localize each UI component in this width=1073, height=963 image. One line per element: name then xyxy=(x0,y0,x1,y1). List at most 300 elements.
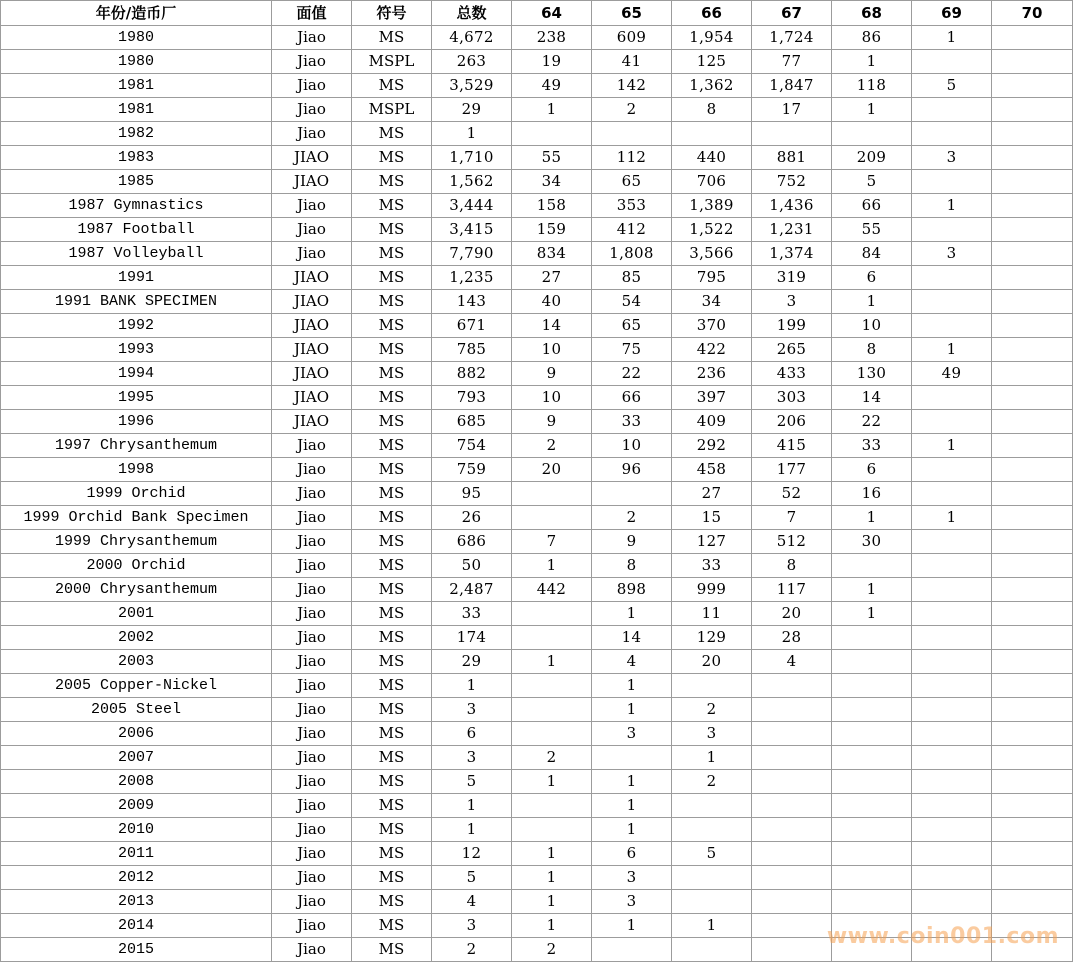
table-cell: 238 xyxy=(512,26,592,50)
table-cell: 1982 xyxy=(1,122,272,146)
table-cell: 3 xyxy=(912,242,992,266)
table-cell: 26 xyxy=(432,506,512,530)
table-cell: 1 xyxy=(592,698,672,722)
table-cell: 65 xyxy=(592,170,672,194)
table-cell: 22 xyxy=(592,362,672,386)
table-cell: 130 xyxy=(832,362,912,386)
table-cell xyxy=(752,890,832,914)
table-cell xyxy=(992,530,1073,554)
table-cell xyxy=(832,746,912,770)
table-cell: 4 xyxy=(752,650,832,674)
table-cell xyxy=(752,722,832,746)
table-cell: 86 xyxy=(832,26,912,50)
table-cell: 1,954 xyxy=(672,26,752,50)
table-cell: 158 xyxy=(512,194,592,218)
table-cell xyxy=(912,866,992,890)
table-cell: 6 xyxy=(432,722,512,746)
table-cell xyxy=(992,218,1073,242)
table-cell xyxy=(752,914,832,938)
table-cell: 1,235 xyxy=(432,266,512,290)
table-cell: 129 xyxy=(672,626,752,650)
table-cell xyxy=(992,770,1073,794)
table-cell: 1 xyxy=(512,842,592,866)
table-cell: 1 xyxy=(912,434,992,458)
table-cell: 440 xyxy=(672,146,752,170)
table-cell: 754 xyxy=(432,434,512,458)
table-cell xyxy=(912,530,992,554)
table-cell: 2 xyxy=(512,434,592,458)
table-cell: 1 xyxy=(832,578,912,602)
table-row xyxy=(1,170,1073,194)
table-cell: 1 xyxy=(432,122,512,146)
table-cell: 2001 xyxy=(1,602,272,626)
table-cell xyxy=(992,194,1073,218)
table-row xyxy=(1,746,1073,770)
table-cell: MS xyxy=(352,410,432,434)
table-cell: 1999 Orchid xyxy=(1,482,272,506)
table-cell: Jiao xyxy=(272,890,352,914)
table-cell xyxy=(912,122,992,146)
table-cell: 2,487 xyxy=(432,578,512,602)
table-cell: 8 xyxy=(832,338,912,362)
table-cell xyxy=(992,170,1073,194)
table-cell xyxy=(912,914,992,938)
table-cell xyxy=(832,914,912,938)
table-cell: JIAO xyxy=(272,386,352,410)
table-cell: 671 xyxy=(432,314,512,338)
table-cell xyxy=(512,482,592,506)
column-header: 符号 xyxy=(352,1,432,26)
table-cell: 1,847 xyxy=(752,74,832,98)
table-cell xyxy=(512,722,592,746)
table-cell: 20 xyxy=(512,458,592,482)
table-cell xyxy=(992,506,1073,530)
table-cell xyxy=(672,674,752,698)
table-row xyxy=(1,314,1073,338)
table-cell: 1 xyxy=(512,890,592,914)
table-cell xyxy=(992,386,1073,410)
table-row xyxy=(1,458,1073,482)
table-row xyxy=(1,770,1073,794)
table-cell xyxy=(832,626,912,650)
table-row xyxy=(1,218,1073,242)
table-cell xyxy=(992,50,1073,74)
table-cell: 77 xyxy=(752,50,832,74)
table-cell: MS xyxy=(352,818,432,842)
table-cell: 4 xyxy=(432,890,512,914)
table-cell: 1999 Chrysanthemum xyxy=(1,530,272,554)
table-cell: MS xyxy=(352,626,432,650)
table-cell xyxy=(512,818,592,842)
table-cell xyxy=(912,482,992,506)
table-cell: 14 xyxy=(512,314,592,338)
table-cell: JIAO xyxy=(272,410,352,434)
table-cell: 49 xyxy=(512,74,592,98)
table-row xyxy=(1,242,1073,266)
table-cell: 33 xyxy=(672,554,752,578)
table-cell: Jiao xyxy=(272,98,352,122)
table-cell xyxy=(912,770,992,794)
table-row xyxy=(1,338,1073,362)
table-cell xyxy=(992,650,1073,674)
table-cell: 2005 Copper-Nickel xyxy=(1,674,272,698)
table-cell: 2007 xyxy=(1,746,272,770)
table-cell: 882 xyxy=(432,362,512,386)
table-cell: 1 xyxy=(512,770,592,794)
table-cell: Jiao xyxy=(272,458,352,482)
table-cell: 2012 xyxy=(1,866,272,890)
table-cell: 15 xyxy=(672,506,752,530)
table-cell xyxy=(512,602,592,626)
table-cell: 34 xyxy=(512,170,592,194)
table-cell xyxy=(832,938,912,962)
table-cell: 397 xyxy=(672,386,752,410)
table-cell xyxy=(912,50,992,74)
table-cell: Jiao xyxy=(272,602,352,626)
table-cell xyxy=(912,746,992,770)
table-cell: 1 xyxy=(592,674,672,698)
table-cell: 2003 xyxy=(1,650,272,674)
table-cell: MSPL xyxy=(352,98,432,122)
table-row xyxy=(1,26,1073,50)
table-row xyxy=(1,50,1073,74)
table-cell: 1,724 xyxy=(752,26,832,50)
table-cell: 66 xyxy=(592,386,672,410)
table-cell: MS xyxy=(352,578,432,602)
table-cell: 12 xyxy=(432,842,512,866)
table-cell: 1 xyxy=(592,602,672,626)
table-cell: MS xyxy=(352,242,432,266)
table-cell: 433 xyxy=(752,362,832,386)
table-cell: 1 xyxy=(672,914,752,938)
table-cell: 1 xyxy=(912,26,992,50)
site-watermark: www.coin001.com xyxy=(826,924,1059,949)
table-cell xyxy=(992,338,1073,362)
table-cell: 10 xyxy=(832,314,912,338)
table-cell: 1 xyxy=(432,674,512,698)
table-cell: 1992 xyxy=(1,314,272,338)
table-cell: 1 xyxy=(592,770,672,794)
table-cell: 33 xyxy=(592,410,672,434)
table-cell xyxy=(752,794,832,818)
table-row xyxy=(1,194,1073,218)
table-cell: MS xyxy=(352,362,432,386)
table-cell: 143 xyxy=(432,290,512,314)
table-cell: JIAO xyxy=(272,146,352,170)
table-cell: Jiao xyxy=(272,794,352,818)
table-row xyxy=(1,626,1073,650)
table-cell: 30 xyxy=(832,530,912,554)
table-cell: 55 xyxy=(512,146,592,170)
table-cell xyxy=(992,362,1073,386)
table-cell xyxy=(752,818,832,842)
table-cell: 1994 xyxy=(1,362,272,386)
table-cell: 3 xyxy=(592,866,672,890)
table-cell: MSPL xyxy=(352,50,432,74)
table-cell xyxy=(512,506,592,530)
table-cell xyxy=(992,890,1073,914)
table-cell xyxy=(752,122,832,146)
table-cell: 1 xyxy=(832,602,912,626)
table-cell: Jiao xyxy=(272,218,352,242)
table-cell: 5 xyxy=(832,170,912,194)
table-cell: 2 xyxy=(672,770,752,794)
table-cell: 409 xyxy=(672,410,752,434)
table-cell: 16 xyxy=(832,482,912,506)
table-cell: 8 xyxy=(672,98,752,122)
table-cell: MS xyxy=(352,290,432,314)
table-cell: 1987 Volleyball xyxy=(1,242,272,266)
table-cell: 117 xyxy=(752,578,832,602)
table-cell: 4,672 xyxy=(432,26,512,50)
table-cell: 2 xyxy=(672,698,752,722)
table-cell xyxy=(832,674,912,698)
table-cell xyxy=(832,554,912,578)
table-cell xyxy=(992,122,1073,146)
table-cell xyxy=(912,650,992,674)
table-cell: 1 xyxy=(672,746,752,770)
table-row xyxy=(1,146,1073,170)
table-cell: MS xyxy=(352,194,432,218)
table-cell: MS xyxy=(352,674,432,698)
table-cell: 2000 Chrysanthemum xyxy=(1,578,272,602)
table-row xyxy=(1,386,1073,410)
table-cell: 11 xyxy=(672,602,752,626)
table-cell: 2015 xyxy=(1,938,272,962)
column-header: 70 xyxy=(992,1,1073,26)
table-cell: 3,444 xyxy=(432,194,512,218)
table-cell: 2014 xyxy=(1,914,272,938)
table-cell xyxy=(992,674,1073,698)
table-cell: 118 xyxy=(832,74,912,98)
table-cell: 236 xyxy=(672,362,752,386)
table-cell: 33 xyxy=(432,602,512,626)
table-cell: MS xyxy=(352,146,432,170)
table-cell: MS xyxy=(352,890,432,914)
table-cell: 4 xyxy=(592,650,672,674)
table-row xyxy=(1,434,1073,458)
table-cell xyxy=(912,218,992,242)
table-cell: 415 xyxy=(752,434,832,458)
table-cell: MS xyxy=(352,266,432,290)
table-cell: 319 xyxy=(752,266,832,290)
table-cell: 706 xyxy=(672,170,752,194)
table-cell: Jiao xyxy=(272,818,352,842)
table-cell: Jiao xyxy=(272,482,352,506)
table-cell: 65 xyxy=(592,314,672,338)
table-cell xyxy=(992,266,1073,290)
table-cell xyxy=(992,458,1073,482)
table-cell: 1997 Chrysanthemum xyxy=(1,434,272,458)
table-cell xyxy=(592,122,672,146)
table-cell: JIAO xyxy=(272,266,352,290)
table-cell xyxy=(912,890,992,914)
table-cell: MS xyxy=(352,938,432,962)
table-cell: 1,808 xyxy=(592,242,672,266)
table-cell: Jiao xyxy=(272,914,352,938)
table-cell: 1 xyxy=(912,506,992,530)
table-cell xyxy=(672,866,752,890)
table-cell: MS xyxy=(352,482,432,506)
table-cell: MS xyxy=(352,530,432,554)
table-cell: 9 xyxy=(512,410,592,434)
table-cell: 2009 xyxy=(1,794,272,818)
table-cell: JIAO xyxy=(272,338,352,362)
column-header-year-mint: 年份/造币厂 xyxy=(1,1,272,26)
table-cell: 1 xyxy=(512,914,592,938)
table-cell: JIAO xyxy=(272,314,352,338)
table-cell: 1 xyxy=(512,866,592,890)
table-cell xyxy=(752,842,832,866)
table-cell: 881 xyxy=(752,146,832,170)
table-row xyxy=(1,818,1073,842)
table-cell: 10 xyxy=(512,386,592,410)
table-cell: 5 xyxy=(912,74,992,98)
table-cell: 2013 xyxy=(1,890,272,914)
table-cell: 3,529 xyxy=(432,74,512,98)
table-cell: 785 xyxy=(432,338,512,362)
table-cell xyxy=(992,314,1073,338)
table-cell xyxy=(992,818,1073,842)
table-cell: MS xyxy=(352,506,432,530)
table-cell: 199 xyxy=(752,314,832,338)
table-cell: 17 xyxy=(752,98,832,122)
table-row xyxy=(1,554,1073,578)
table-cell xyxy=(752,866,832,890)
table-cell: 127 xyxy=(672,530,752,554)
table-row xyxy=(1,362,1073,386)
table-row xyxy=(1,530,1073,554)
table-cell: MS xyxy=(352,914,432,938)
table-cell xyxy=(992,242,1073,266)
table-cell: 96 xyxy=(592,458,672,482)
table-cell: 3 xyxy=(752,290,832,314)
table-cell: 898 xyxy=(592,578,672,602)
table-cell: 49 xyxy=(912,362,992,386)
table-cell xyxy=(912,794,992,818)
table-cell: 50 xyxy=(432,554,512,578)
table-cell: 27 xyxy=(672,482,752,506)
table-cell xyxy=(992,146,1073,170)
table-cell xyxy=(512,626,592,650)
table-cell: 1991 BANK SPECIMEN xyxy=(1,290,272,314)
table-cell xyxy=(672,818,752,842)
table-cell: 353 xyxy=(592,194,672,218)
table-cell xyxy=(832,722,912,746)
table-cell: Jiao xyxy=(272,434,352,458)
table-cell: 795 xyxy=(672,266,752,290)
table-cell: 7,790 xyxy=(432,242,512,266)
table-cell: 1 xyxy=(512,554,592,578)
table-cell: 6 xyxy=(832,458,912,482)
table-cell: 3 xyxy=(432,914,512,938)
table-row xyxy=(1,602,1073,626)
table-cell xyxy=(832,818,912,842)
table-cell xyxy=(912,266,992,290)
table-cell: 5 xyxy=(672,842,752,866)
table-cell: 2 xyxy=(432,938,512,962)
table-cell: MS xyxy=(352,698,432,722)
table-cell: MS xyxy=(352,170,432,194)
table-row xyxy=(1,866,1073,890)
table-cell: 3 xyxy=(432,698,512,722)
table-cell xyxy=(992,746,1073,770)
table-cell: 1 xyxy=(832,50,912,74)
table-cell: 84 xyxy=(832,242,912,266)
table-cell: Jiao xyxy=(272,866,352,890)
table-cell: 292 xyxy=(672,434,752,458)
table-cell: 1980 xyxy=(1,26,272,50)
table-cell: 1 xyxy=(592,914,672,938)
table-cell: Jiao xyxy=(272,722,352,746)
table-cell: 1 xyxy=(592,794,672,818)
table-cell: 512 xyxy=(752,530,832,554)
table-cell xyxy=(832,794,912,818)
table-cell xyxy=(912,98,992,122)
table-cell: 999 xyxy=(672,578,752,602)
table-cell: Jiao xyxy=(272,746,352,770)
table-cell: MS xyxy=(352,122,432,146)
table-cell xyxy=(992,290,1073,314)
table-cell: 2 xyxy=(592,98,672,122)
table-cell: 1 xyxy=(512,98,592,122)
table-cell: 22 xyxy=(832,410,912,434)
table-cell: 1 xyxy=(592,818,672,842)
table-cell: 142 xyxy=(592,74,672,98)
column-header: 67 xyxy=(752,1,832,26)
table-cell: 52 xyxy=(752,482,832,506)
table-cell: 685 xyxy=(432,410,512,434)
table-cell: 1,522 xyxy=(672,218,752,242)
table-cell: 1991 xyxy=(1,266,272,290)
table-cell: MS xyxy=(352,458,432,482)
table-cell: 263 xyxy=(432,50,512,74)
table-cell: 75 xyxy=(592,338,672,362)
table-cell: 6 xyxy=(592,842,672,866)
table-cell xyxy=(992,434,1073,458)
table-cell xyxy=(992,866,1073,890)
table-row xyxy=(1,410,1073,434)
table-cell: 2002 xyxy=(1,626,272,650)
table-cell xyxy=(512,674,592,698)
table-cell: 2 xyxy=(512,938,592,962)
table-cell: Jiao xyxy=(272,194,352,218)
table-cell: 54 xyxy=(592,290,672,314)
table-cell: Jiao xyxy=(272,626,352,650)
table-cell: 8 xyxy=(752,554,832,578)
table-cell xyxy=(832,890,912,914)
table-cell: 370 xyxy=(672,314,752,338)
table-cell: 174 xyxy=(432,626,512,650)
table-cell: 5 xyxy=(432,866,512,890)
table-cell: Jiao xyxy=(272,938,352,962)
table-cell: 20 xyxy=(752,602,832,626)
table-cell: 1980 xyxy=(1,50,272,74)
table-cell: 1 xyxy=(512,650,592,674)
table-cell: 759 xyxy=(432,458,512,482)
table-cell: 41 xyxy=(592,50,672,74)
table-cell: 3 xyxy=(672,722,752,746)
table-cell xyxy=(912,674,992,698)
table-cell: 834 xyxy=(512,242,592,266)
table-cell xyxy=(912,602,992,626)
table-cell xyxy=(992,698,1073,722)
table-cell: 1 xyxy=(432,818,512,842)
table-cell xyxy=(752,770,832,794)
table-cell xyxy=(912,626,992,650)
table-cell: 1 xyxy=(832,290,912,314)
table-cell: 1,231 xyxy=(752,218,832,242)
